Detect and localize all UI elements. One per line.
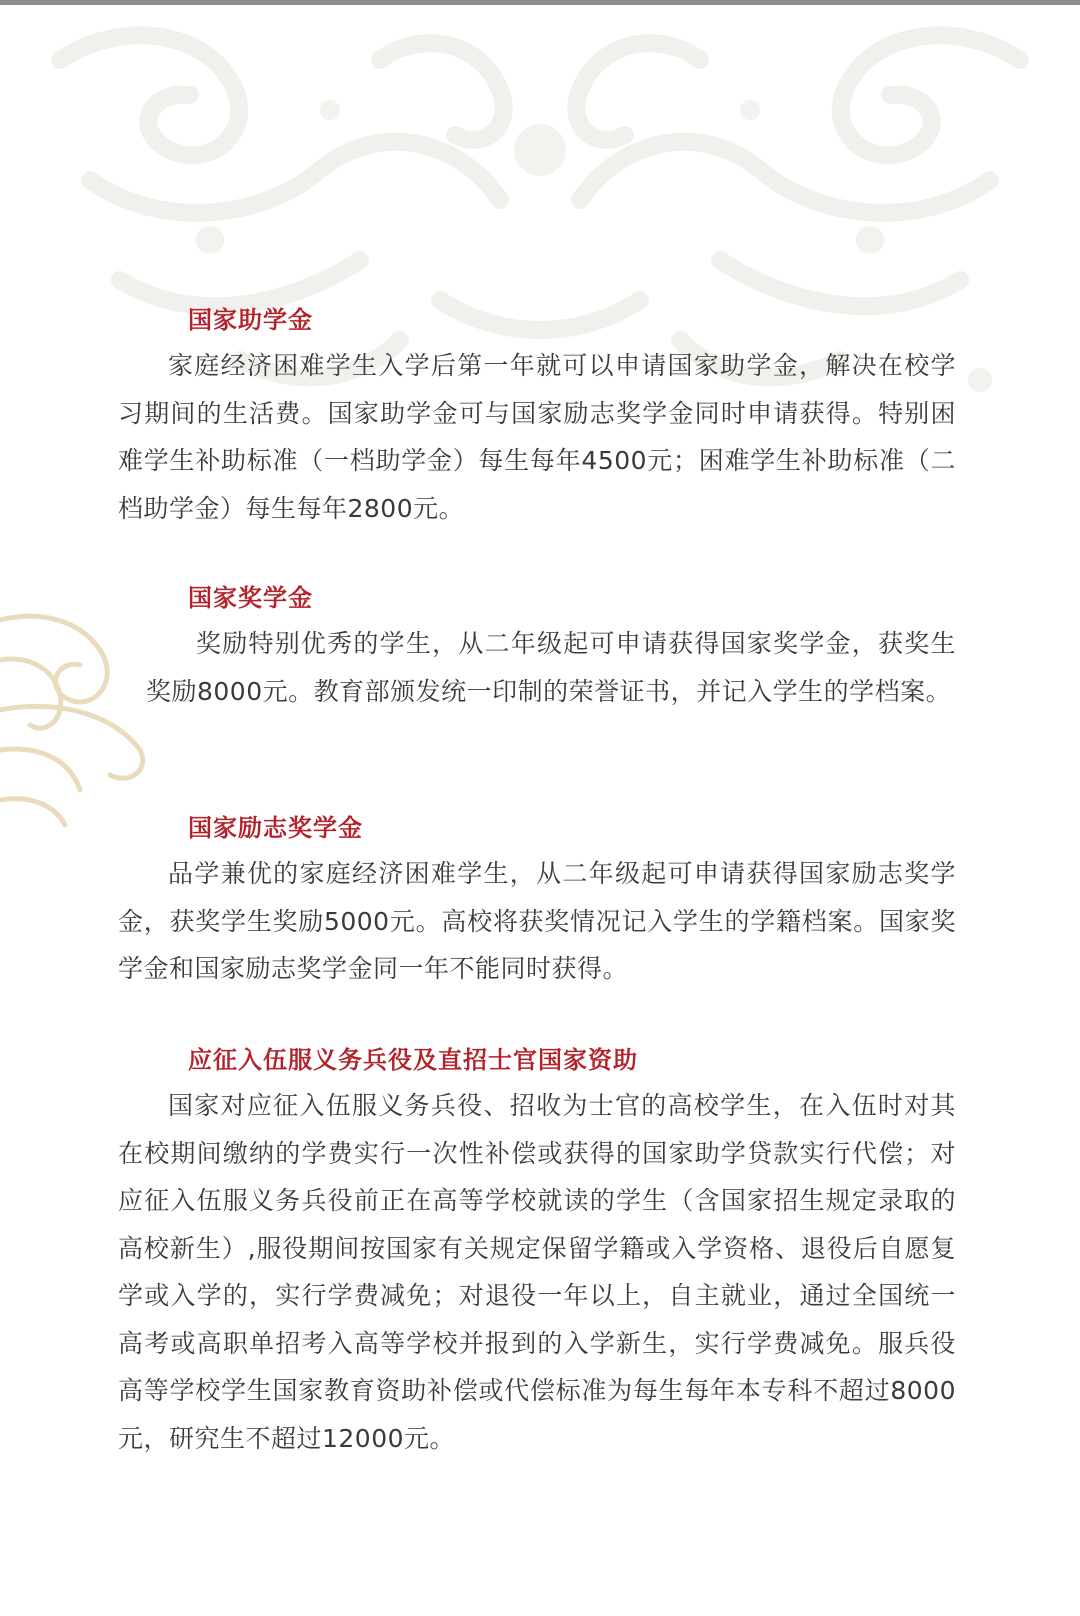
section-title: 国家奖学金 — [188, 584, 313, 612]
section-military-service-aid — [118, 1044, 956, 1462]
section-body: 国家对应征入伍服义务兵役、招收为士官的高校学生，在入伍时对其在校期间缴纳的学费实行一次性补偿或获得的国家助学贷款实行代偿；对应征入伍服义务兵役前正在高等学校就读的学生（含国家招生规定录取的高校新生）,服役期间按国家有关规定保留学籍或入学资格、退役后自愿复学或入学的，实行学费减免；对退役一年以上，自主就业，通过全国统一高考或高职单招考入高等学校并报到的入学新生，实行学费减免。服兵役高等学校学生国家教育资助补偿或代偿标准为每生每年本专科不超过8000元，研究生不超过12000元。 — [118, 1091, 956, 1453]
section-national-scholarship — [146, 582, 956, 715]
section-national-grant — [118, 304, 956, 532]
cloud-ornament — [0, 600, 170, 830]
section-body: 家庭经济困难学生入学后第一年就可以申请国家助学金，解决在校学习期间的生活费。国家助学金可与国家励志奖学金同时申请获得。特别困难学生补助标准（一档助学金）每生每年4500元；困难学生补助标准（二档助学金）每生每年2800元。 — [118, 351, 956, 523]
section-national-encouragement-scholarship — [118, 812, 956, 993]
section-body: 品学兼优的家庭经济困难学生，从二年级起可申请获得国家励志奖学金，获奖学生奖励5000元。高校将获奖情况记入学生的学籍档案。国家奖学金和国家励志奖学金同一年不能同时获得。 — [118, 859, 956, 983]
section-title: 国家助学金 — [188, 306, 313, 334]
section-body: 奖励特别优秀的学生，从二年级起可申请获得国家奖学金，获奖生奖励8000元。教育部颁发统一印制的荣誉证书，并记入学生的学档案。 — [146, 629, 956, 706]
section-title: 应征入伍服义务兵役及直招士官国家资助 — [188, 1046, 638, 1074]
section-title: 国家励志奖学金 — [188, 814, 363, 842]
